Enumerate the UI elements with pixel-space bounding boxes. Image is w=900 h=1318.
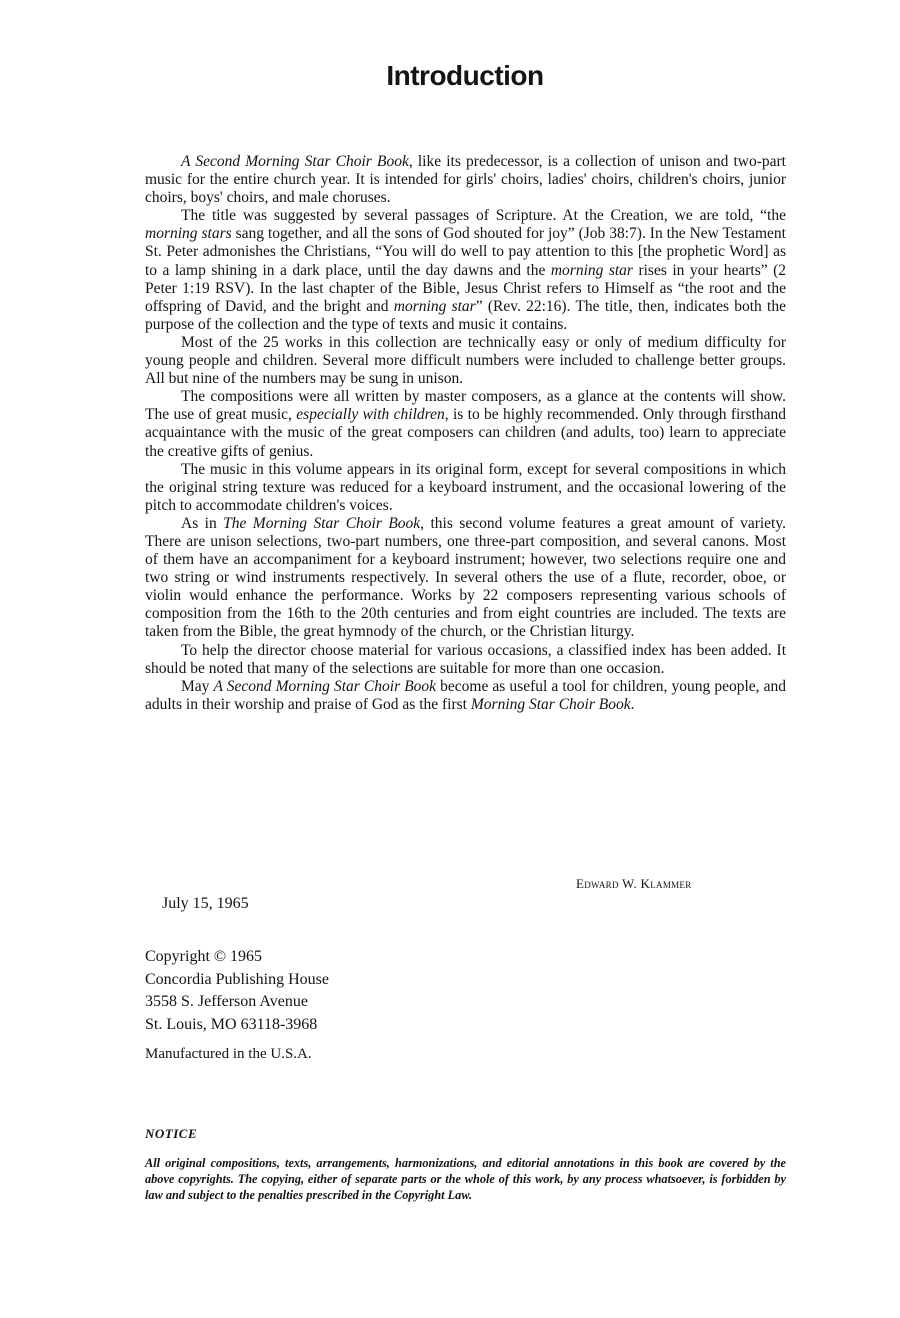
introduction-body xyxy=(145,153,786,714)
paragraph-5: The music in this volume appears in its original form, except for several compositions in which the original string texture was reduced for a keyboard instrument, and the occasional lowering of the pitch to accommodate children's voices. xyxy=(145,460,786,514)
text-run: sang together, and all the sons of God shouted for joy” (Job 38:7). In the New Testament St. Peter admonishes the Christians, “You will do well to pay attention to this [the prophetic Word] as to a lamp shining in a dark place, until the day dawns and the xyxy=(145,225,786,279)
notice-heading: NOTICE xyxy=(145,1126,198,1141)
notice-text: All original compositions, texts, arrangements, harmonizations, and editorial annotations in this book are covered by the above copyrights. The copying, either of separate parts or the whole of this work, by any process whatsoever, is forbidden by law and subject to the penalties prescribed in the Copyright Law. xyxy=(145,1156,786,1202)
emphasis: especially with children xyxy=(296,406,445,424)
book-title: Morning Star Choir Book xyxy=(470,695,631,713)
emphasis: morning star xyxy=(393,297,476,315)
paragraph-4 xyxy=(145,388,786,460)
book-title: The Morning Star Choir Book xyxy=(223,514,421,532)
manufactured-line: Manufactured in the U.S.A. xyxy=(145,1046,312,1062)
text-run: become as useful a tool for children, young people, and adults in their worship and praise of God as the first xyxy=(145,677,787,713)
text-run: rises in your hearts” (2 Peter 1:19 RSV). In the last chapter of the Bible, Jesus Christ refers to Himself as “the root and the offspring of David, and the bright and xyxy=(145,261,786,315)
paragraph-1 xyxy=(145,153,786,207)
emphasis: morning stars xyxy=(145,225,232,243)
text-run: ” (Rev. 22:16). The title, then, indicates both the purpose of the collection and the type of texts and music it contains. xyxy=(145,297,786,333)
publisher-street: 3558 S. Jefferson Avenue xyxy=(145,993,308,1010)
text-run: , this second volume features a great amount of variety. There are unison selections, two-part numbers, one three-part composition, and several canons. Most of them have an accompaniment for a keyboard instrument; however, two selections require one and two string or wind instruments respectively. In several others the use of a flute, recorder, oboe, or violin would enhance the performance. Works by 22 composers representing various schools of composition from the 16th to the 20th centuries and from eight countries are included. The texts are taken from the Bible, the great hymnody of the church, or the Christian liturgy. xyxy=(145,514,786,641)
paragraph-6 xyxy=(145,515,786,642)
publisher-city: St. Louis, MO 63118-3968 xyxy=(145,1015,318,1033)
book-title: A Second Morning Star Choir Book xyxy=(213,677,437,695)
page-title: Introduction xyxy=(386,60,544,91)
author-signature: Edward W. Klammer xyxy=(576,876,692,891)
copyright-block xyxy=(145,946,329,1036)
text-run: The compositions were all written by master composers, as a glance at the contents will show. The use of great music, xyxy=(145,388,786,424)
text-run: May xyxy=(181,677,214,695)
emphasis: morning star xyxy=(550,261,633,279)
text-run: , like its predecessor, is a collection of unison and two-part music for the entire church year. It is intended for girls' choirs, ladies' choirs, children's choirs, junior choirs, boys' choirs, and male choruses. xyxy=(145,153,786,207)
text-run: The title was suggested by several passages of Scripture. At the Creation, we are told, “the xyxy=(181,207,786,225)
date-line: July 15, 1965 xyxy=(162,895,249,912)
copyright-line: Copyright © 1965 xyxy=(145,948,263,965)
paragraph-2 xyxy=(145,207,786,334)
text-run: As in xyxy=(181,514,224,532)
book-title: A Second Morning Star Choir Book xyxy=(181,153,409,170)
text-run: . xyxy=(630,695,635,713)
paragraph-3: Most of the 25 works in this collection are technically easy or only of medium difficulty for young people and children. Several more difficult numbers were included to challenge better groups. All but nine of the numbers may be sung in unison. xyxy=(145,333,786,388)
paragraph-7: To help the director choose material for various occasions, a classified index has been added. It should be noted that many of the selections are suitable for more than one occasion. xyxy=(145,641,786,677)
paragraph-8 xyxy=(145,678,786,714)
publisher-name: Concordia Publishing House xyxy=(145,970,329,988)
text-run: , is to be highly recommended. Only through firsthand acquaintance with the music of the great composers can children (and adults, too) learn to appreciate the creative gifts of genius. xyxy=(145,406,786,460)
